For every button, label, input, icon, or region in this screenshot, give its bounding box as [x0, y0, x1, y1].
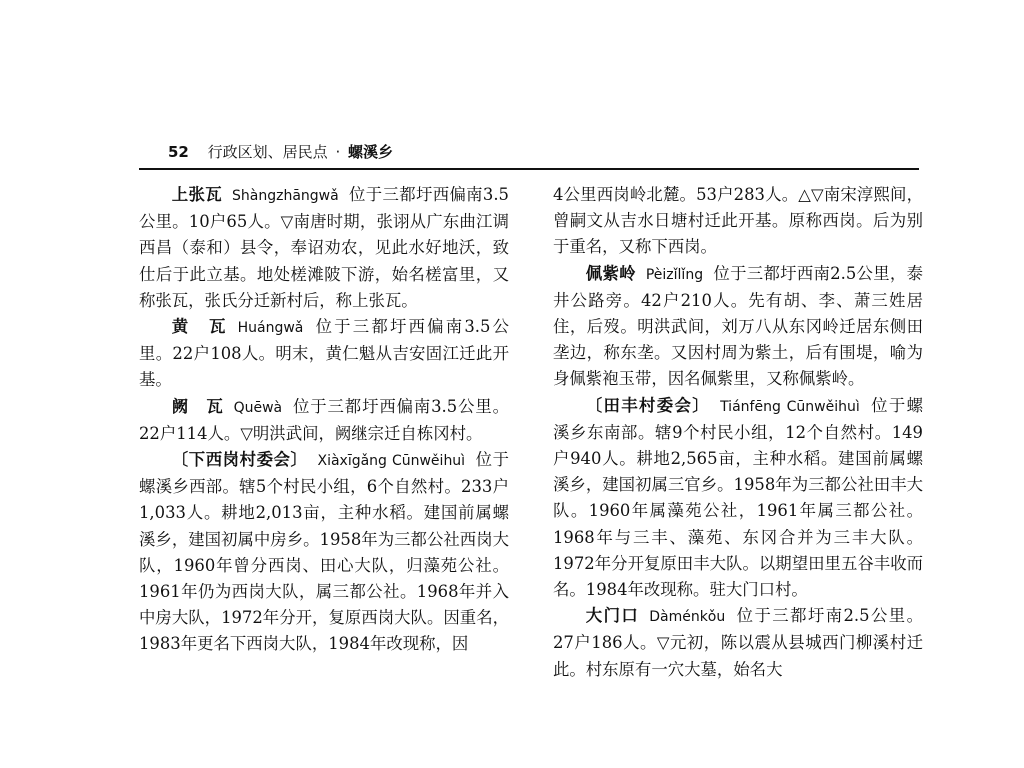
- header-bullet: ·: [335, 143, 341, 161]
- entry-text: 位于螺溪乡东南部。辖9个村民小组，12个自然村。149户940人。耕地2,565亩，主种水稻。建国前属螺溪乡，建国初属三官乡。1958年为三都公社田丰大队。1960年属藻苑公社，1961年属三都公社。1968年与三丰、藻苑、东冈合并为三丰大队。1972年分开复原田丰大队。以期望田里五谷丰收而名。1984年改现称。驻大门口村。: [553, 395, 924, 600]
- entry-text: 位于三都圩西偏南3.5公里。22户114人。▽明洪武间，阙继宗迁自栋冈村。: [139, 396, 509, 443]
- entry-name: 〔下西岗村委会〕: [171, 450, 308, 470]
- entry-text: 位于螺溪乡西部。辖5个村民小组，6个自然村。233户1,033人。耕地2,013亩，主种水稻。建国前属螺溪乡，建国初属中房乡。1958年为三都公社西岗大队，1960年曾分西岗、田心大队，归藻苑公社。1961年仍为西岗大队，属三都公社。1968年并入中房大队，1972年分开，复原西岗大队。因重名，1983年更名下西岗大队，1984年改现称，因: [139, 450, 509, 654]
- entry-paragraph: [553, 261, 923, 393]
- entry-paragraph: [139, 314, 509, 394]
- entry-paragraph: [553, 603, 923, 683]
- entry-paragraph: [553, 393, 923, 604]
- entry-name: 阙 瓦: [171, 396, 224, 416]
- entry-paragraph: [139, 447, 509, 658]
- right-column: [553, 182, 923, 683]
- entry-name: 上张瓦: [171, 185, 222, 204]
- left-column: [139, 182, 509, 658]
- entry-pinyin: Dàménkǒu: [649, 609, 726, 626]
- section-title: 行政区划、居民点: [207, 143, 328, 161]
- entry-text: 位于三都圩南2.5公里。27户186人。▽元初，陈以震从县城西门柳溪村迁此。村东原有一穴大墓，始名大: [553, 606, 923, 679]
- entry-name: 黄 瓦: [171, 317, 228, 337]
- entry-text: 位于三都圩西偏南3.5公里。22户108人。明末，黄仁魁从吉安固江迁此开基。: [139, 317, 509, 390]
- entry-text: 位于三都圩西偏南3.5公里。10户65人。▽南唐时期，张诩从广东曲江调西昌（泰和）县令，奉诏劝农，见此水好地沃，致仕后于此立基。地处槎滩陂下游，始名槎富里，又称张瓦，张氏分迁新村后，称上张瓦。: [139, 185, 509, 310]
- page-header: [168, 141, 918, 167]
- entry-paragraph-continued: [553, 182, 923, 261]
- entry-pinyin: Quēwà: [233, 399, 283, 416]
- entry-paragraph: [139, 182, 509, 314]
- entry-name: 〔田丰村委会〕: [585, 395, 711, 415]
- entry-text: 4公里西岗岭北麓。53户283人。△▽南宋淳熙间，曾嗣文从吉水日塘村迁此开基。原称西岗。后为别于重名，又称下西岗。: [553, 185, 923, 257]
- entry-pinyin: Tiánfēng Cūnwěihuì: [720, 398, 860, 415]
- header-rule: [139, 168, 919, 170]
- entry-pinyin: Pèizǐlǐng: [645, 266, 704, 283]
- entry-name: 佩紫岭: [585, 263, 636, 283]
- entry-pinyin: Huángwǎ: [237, 320, 304, 337]
- page-number: 52: [168, 143, 189, 161]
- entry-pinyin: Xiàxīgǎng Cūnwěihuì: [317, 453, 466, 470]
- subsection-title: 螺溪乡: [348, 143, 394, 161]
- entry-name: 大门口: [585, 606, 640, 626]
- entry-paragraph: [139, 394, 509, 447]
- entry-text: 位于三都圩西南2.5公里，泰井公路旁。42户210人。先有胡、李、萧三姓居住，后歿。明洪武间，刘万八从东冈岭迁居东侧田垄边，称东垄。又因村周为紫土，后有围堤，喻为身佩紫袍玉带，因名佩紫里，又称佩紫岭。: [553, 263, 923, 389]
- entry-pinyin: Shàngzhāngwǎ: [232, 188, 339, 204]
